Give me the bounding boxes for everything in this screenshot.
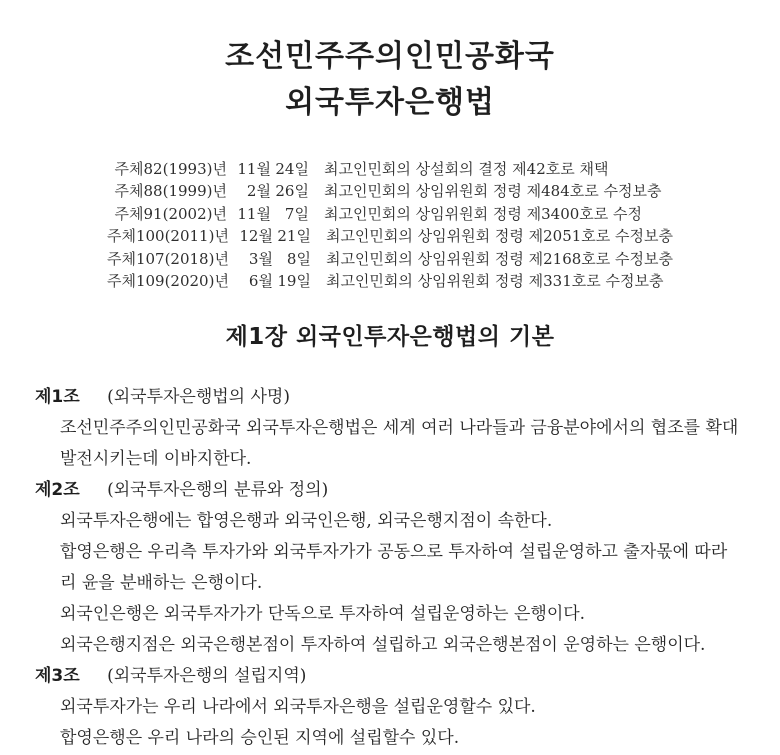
article-2-line: 리 윤을 분배하는 은행이다. — [60, 573, 263, 594]
amendment-era: 주체107(2018)년 — [106, 249, 229, 268]
article-3-title: (외국투자은행의 설립지역) — [107, 666, 307, 687]
amendment-month: 12월 — [239, 227, 273, 246]
article-1-label: 제1조 — [35, 387, 80, 408]
article-3-line: 합영은행은 우리 나라의 승인된 지역에 설립할수 있다. — [60, 728, 460, 749]
amendment-era: 주체109(2020)년 — [106, 272, 229, 291]
document-title — [0, 0, 780, 126]
articles-section — [35, 382, 760, 754]
amendment-desc: 최고인민회의 상임위원회 정령 제331호로 수정보충 — [325, 272, 664, 291]
amendment-month: 6월 — [248, 272, 273, 291]
amendment-desc: 최고인민회의 상임위원회 정령 제484호로 수정보충 — [323, 182, 662, 201]
amendment-era: 주체91(2002)년 — [114, 204, 227, 223]
amendment-row — [107, 225, 673, 247]
amendment-history — [107, 158, 673, 292]
amendment-era: 주체100(2011)년 — [106, 227, 229, 246]
amendment-era: 주체88(1999)년 — [114, 182, 227, 201]
article-1-title: (외국투자은행법의 사명) — [107, 387, 290, 408]
article-3-heading-row — [35, 661, 760, 692]
article-1-line: 조선민주주의인민공화국 외국투자은행법은 세계 여러 나라들과 금융분야에서의 협조를 확대 — [60, 418, 739, 439]
title-line-country: 조선민주주의인민공화국 — [225, 39, 555, 74]
article-2-title: (외국투자은행의 분류와 정의) — [107, 480, 329, 501]
amendment-row — [107, 203, 673, 225]
article-1-line: 발전시키는데 이바지한다. — [60, 449, 252, 470]
chapter-heading: 제1장 외국인투자은행법의 기본 — [225, 324, 555, 351]
amendment-desc: 최고인민회의 상임위원회 정령 제2168호로 수정보충 — [325, 249, 674, 268]
amendment-month: 3월 — [248, 249, 273, 268]
amendment-row — [107, 248, 673, 270]
amendment-month: 11월 — [237, 160, 271, 178]
article-2-line: 합영은행은 우리측 투자가와 외국투자가가 공동으로 투자하여 설립운영하고 출자몫에 따라 — [60, 542, 728, 563]
amendment-row — [107, 270, 673, 292]
amendment-day: 19일 — [277, 272, 311, 291]
amendment-row — [107, 158, 673, 180]
article-2-line: 외국은행지점은 외국은행본점이 투자하여 설립하고 외국은행본점이 운영하는 은행이다. — [60, 635, 706, 656]
article-2-line: 외국투자은행에는 합영은행과 외국인은행, 외국은행지점이 속한다. — [60, 511, 553, 532]
amendment-row — [107, 180, 673, 202]
amendment-month: 2월 — [246, 182, 271, 201]
article-2-label: 제2조 — [35, 480, 80, 501]
amendment-day: 26일 — [275, 182, 309, 201]
article-1-heading-row — [35, 382, 760, 413]
article-3-line: 외국투자가는 우리 나라에서 외국투자은행을 설립운영할수 있다. — [60, 697, 536, 718]
amendment-day: 8일 — [286, 249, 311, 268]
amendment-desc: 최고인민회의 상설회의 결정 제42호로 채택 — [323, 160, 609, 178]
amendment-day: 24일 — [275, 160, 309, 178]
amendment-day: 7일 — [284, 204, 309, 223]
amendment-era: 주체82(1993)년 — [114, 160, 227, 178]
article-2-line: 외국인은행은 외국투자가가 단독으로 투자하여 설립운영하는 은행이다. — [60, 604, 586, 625]
title-line-law-name: 외국투자은행법 — [285, 85, 495, 120]
amendment-day: 21일 — [277, 227, 311, 246]
article-2-heading-row — [35, 475, 760, 506]
amendment-desc: 최고인민회의 상임위원회 정령 제3400호로 수정 — [323, 204, 643, 223]
article-3-label: 제3조 — [35, 666, 80, 687]
amendment-desc: 최고인민회의 상임위원회 정령 제2051호로 수정보충 — [325, 227, 674, 246]
amendment-month: 11월 — [237, 204, 271, 223]
